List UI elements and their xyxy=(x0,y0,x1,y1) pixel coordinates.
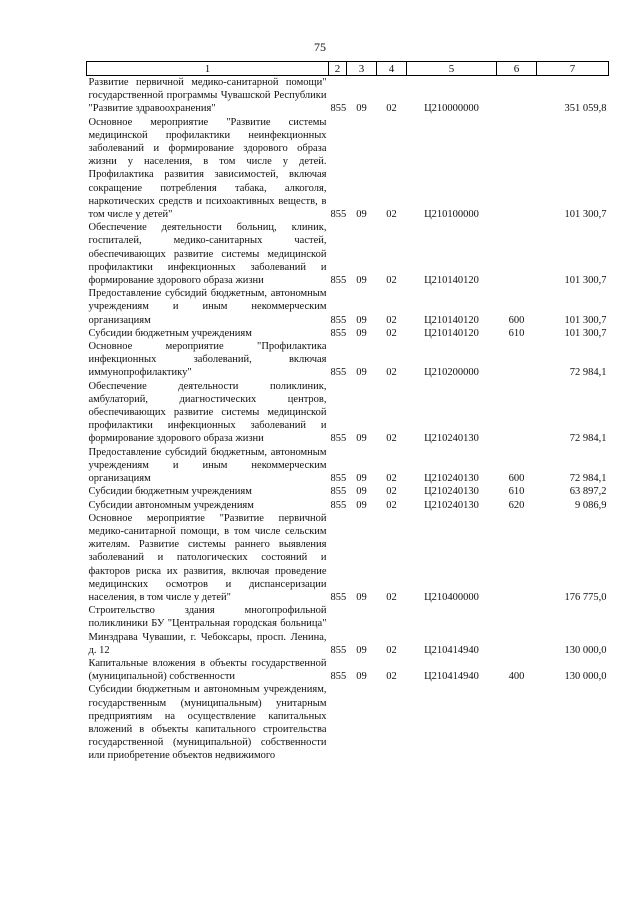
row-expense-type xyxy=(497,512,537,604)
row-expense-type: 400 xyxy=(508,671,525,683)
row-subsection-code: 02 xyxy=(386,103,397,115)
row-expense-type xyxy=(497,683,537,762)
row-target-article: Ц210414940 xyxy=(424,671,479,683)
row-expense-type xyxy=(497,116,537,222)
row-amount xyxy=(537,683,609,762)
row-name: Строительство здания многопрофильной поликлиники БУ "Центральная городская больница" Минздрава Чувашии, г. Чебоксары, просп. Ленина, д. 12 xyxy=(88,605,327,656)
row-section-code: 09 xyxy=(356,367,367,379)
row-target-article: Ц210140120 xyxy=(424,275,479,287)
row-section-code: 09 xyxy=(356,314,367,326)
table-row xyxy=(87,76,609,116)
row-target-article: Ц210200000 xyxy=(424,367,479,379)
row-target-article: Ц210140120 xyxy=(424,314,479,326)
row-expense-type xyxy=(497,604,537,657)
row-name: Предоставление субсидий бюджетным, автономным учреждениям и иным некоммерческим организациям xyxy=(88,446,327,485)
row-subsection-code: 02 xyxy=(386,327,397,339)
row-ministry-code: 855 xyxy=(330,499,347,511)
row-subsection-code: 02 xyxy=(386,591,397,603)
row-subsection-code: 02 xyxy=(386,499,397,511)
row-target-article: Ц210000000 xyxy=(424,103,479,115)
row-target-article: Ц210240130 xyxy=(424,486,479,498)
page-number: 75 xyxy=(314,40,326,54)
table-row xyxy=(87,287,609,327)
row-ministry-code: 855 xyxy=(330,591,347,603)
row-ministry-code: 855 xyxy=(330,486,347,498)
column-header-name: 1 xyxy=(87,62,329,76)
row-section-code: 09 xyxy=(356,209,367,221)
row-subsection-code: 02 xyxy=(386,314,397,326)
column-header-amount: 7 xyxy=(537,62,609,76)
table-row xyxy=(87,485,609,498)
table-row xyxy=(87,683,609,762)
row-name: Основное мероприятие "Развитие системы медицинской профилактики неинфекционных заболеваний и формирование здорового образа жизни у населения, в том числе у детей. Профилактика развития зависимостей, включая сокращение потребления табака, алкоголя, наркотических средств и психоактивных веществ, в том числе у детей" xyxy=(88,116,327,221)
row-section-code: 09 xyxy=(356,103,367,115)
row-section-code: 09 xyxy=(356,473,367,485)
budget-table xyxy=(86,61,609,763)
row-section-code: 09 xyxy=(356,644,367,656)
column-header-ministry: 2 xyxy=(329,62,347,76)
row-name: Основное мероприятие "Профилактика инфекционных заболеваний, включая иммунопрофилактику" xyxy=(88,341,327,379)
table-row xyxy=(87,116,609,222)
row-amount: 351 059,8 xyxy=(564,103,607,115)
row-section-code: 09 xyxy=(356,275,367,287)
row-name: Субсидии бюджетным учреждениям xyxy=(88,327,252,339)
table-row xyxy=(87,340,609,380)
row-expense-type: 610 xyxy=(508,327,525,339)
row-ministry-code: 855 xyxy=(330,671,347,683)
row-expense-type xyxy=(497,76,537,116)
table-row xyxy=(87,512,609,604)
row-target-article: Ц210414940 xyxy=(424,644,479,656)
row-expense-type: 600 xyxy=(508,314,525,326)
row-name: Обеспечение деятельности больниц, клиник, госпиталей, медико-санитарных частей, обеспечивающих развитие системы медицинской профилактики инфекционных заболеваний и формирование здорового образа жизни xyxy=(88,222,327,287)
row-ministry-code: 855 xyxy=(330,327,347,339)
row-section-code: 09 xyxy=(356,327,367,339)
row-subsection-code: 02 xyxy=(386,473,397,485)
table-row xyxy=(87,327,609,340)
table-row xyxy=(87,499,609,512)
column-header-target-article: 5 xyxy=(407,62,497,76)
row-name: Развитие первичной медико-санитарной помощи" государственной программы Чувашской Республики "Развитие здравоохранения" xyxy=(88,77,327,115)
row-section-code: 09 xyxy=(356,433,367,445)
row-expense-type: 620 xyxy=(508,499,525,511)
row-subsection-code: 02 xyxy=(386,671,397,683)
row-subsection-code: 02 xyxy=(386,209,397,221)
column-header-subsection: 4 xyxy=(377,62,407,76)
row-target-article: Ц210400000 xyxy=(424,591,479,603)
row-amount: 101 300,7 xyxy=(564,209,607,221)
row-name: Основное мероприятие "Развитие первичной медико-санитарной помощи, в том числе сельским жителям. Развитие системы раннего выявления заболеваний и патологических состояний и факторов риска их развития, включая проведение медицинских осмотров и диспансеризации населения, в том числе у детей" xyxy=(88,512,327,603)
row-target-article: Ц210100000 xyxy=(424,209,479,221)
row-ministry-code: 855 xyxy=(330,275,347,287)
row-ministry-code: 855 xyxy=(330,314,347,326)
row-subsection-code: 02 xyxy=(386,367,397,379)
row-section-code: 09 xyxy=(356,591,367,603)
row-expense-type: 610 xyxy=(508,486,525,498)
row-amount: 130 000,0 xyxy=(564,671,607,683)
row-section-code: 09 xyxy=(356,671,367,683)
row-subsection-code: 02 xyxy=(386,275,397,287)
table-row xyxy=(87,604,609,657)
row-name: Предоставление субсидий бюджетным, автономным учреждениям и иным некоммерческим организациям xyxy=(88,288,327,326)
row-name: Капитальные вложения в объекты государственной (муниципальной) собственности xyxy=(88,657,327,683)
table-row xyxy=(87,380,609,446)
row-target-article: Ц210140120 xyxy=(424,327,479,339)
row-ministry-code: 855 xyxy=(330,473,347,485)
column-header-section: 3 xyxy=(347,62,377,76)
row-ministry-code: 855 xyxy=(330,367,347,379)
row-target-article: Ц210240130 xyxy=(424,473,479,485)
row-amount: 130 000,0 xyxy=(564,644,607,656)
column-header-expense-type: 6 xyxy=(497,62,537,76)
row-name: Субсидии автономным учреждениям xyxy=(88,499,254,511)
row-target-article: Ц210240130 xyxy=(424,499,479,511)
row-amount: 101 300,7 xyxy=(564,327,607,339)
row-amount: 72 984,1 xyxy=(569,367,607,379)
row-name: Субсидии бюджетным учреждениям xyxy=(88,486,252,498)
row-subsection-code: 02 xyxy=(386,433,397,445)
row-target-article: Ц210240130 xyxy=(424,433,479,445)
row-section-code: 09 xyxy=(356,499,367,511)
row-expense-type: 600 xyxy=(508,473,525,485)
row-amount: 72 984,1 xyxy=(569,473,607,485)
table-row xyxy=(87,221,609,287)
row-name: Обеспечение деятельности поликлиник, амбулаторий, диагностических центров, обеспечивающих развитие системы медицинской профилактики инфекционных заболеваний и формирование здорового образа жизни xyxy=(88,380,327,445)
row-expense-type xyxy=(497,221,537,287)
table-row xyxy=(87,446,609,486)
row-section-code: 09 xyxy=(356,486,367,498)
row-ministry-code: 855 xyxy=(330,209,347,221)
row-ministry-code: 855 xyxy=(330,644,347,656)
row-subsection-code xyxy=(377,683,407,762)
table-row xyxy=(87,657,609,683)
row-ministry-code: 855 xyxy=(330,433,347,445)
row-section-code xyxy=(347,683,377,762)
column-header-row xyxy=(87,62,609,76)
row-name: Субсидии бюджетным и автономным учреждениям, государственным (муниципальным) унитарным предприятиям на осуществление капитальных вложений в объекты капитального строительства государственной (муниципальной) собственности или приобретение объектов недвижимого xyxy=(88,684,327,762)
row-amount: 63 897,2 xyxy=(569,486,607,498)
row-amount: 9 086,9 xyxy=(575,499,607,511)
row-amount: 72 984,1 xyxy=(569,433,607,445)
row-expense-type xyxy=(497,380,537,446)
row-target-article xyxy=(407,683,497,762)
row-amount: 101 300,7 xyxy=(564,275,607,287)
row-amount: 101 300,7 xyxy=(564,314,607,326)
row-amount: 176 775,0 xyxy=(564,591,607,603)
row-ministry-code xyxy=(329,683,347,762)
row-expense-type xyxy=(497,340,537,380)
row-subsection-code: 02 xyxy=(386,644,397,656)
row-subsection-code: 02 xyxy=(386,486,397,498)
row-ministry-code: 855 xyxy=(330,103,347,115)
